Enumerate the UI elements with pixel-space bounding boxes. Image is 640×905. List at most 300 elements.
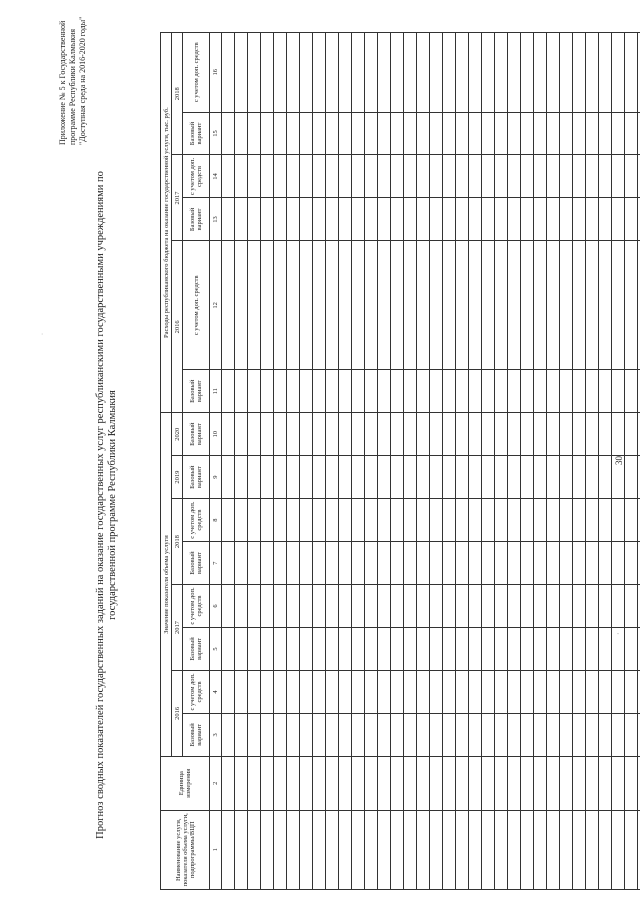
table-cell: [326, 33, 339, 113]
table-cell: [443, 155, 456, 198]
header-row-1: [161, 33, 172, 890]
table-cell: [469, 198, 482, 241]
table-cell: [560, 33, 573, 113]
table-cell: [404, 810, 417, 889]
column-number-cell: 1: [210, 810, 222, 889]
table-cell: [261, 155, 274, 198]
table-cell: [300, 670, 313, 713]
table-cell: [443, 370, 456, 413]
table-cell: [534, 241, 547, 370]
column-number-cell: 3: [210, 713, 222, 756]
table-cell: [456, 413, 469, 456]
table-cell: [521, 33, 534, 113]
table-cell: [417, 585, 430, 628]
table-cell: [547, 155, 560, 198]
table-cell: [586, 585, 599, 628]
table-cell: [586, 756, 599, 810]
table-cell: [547, 810, 560, 889]
table-cell: [222, 33, 235, 113]
table-cell: [469, 756, 482, 810]
table-cell: [482, 33, 495, 113]
table-cell: [391, 756, 404, 810]
table-cell: [508, 713, 521, 756]
table-cell: [534, 499, 547, 542]
table-cell: [521, 585, 534, 628]
table-cell: [508, 33, 521, 113]
table-cell: [287, 413, 300, 456]
table-cell: [404, 713, 417, 756]
table-cell: [612, 241, 625, 370]
table-cell: [326, 241, 339, 370]
table-cell: [313, 413, 326, 456]
table-cell: [495, 542, 508, 585]
table-cell: [599, 198, 612, 241]
table-cell: [443, 241, 456, 370]
table-cell: [521, 241, 534, 370]
table-cell: [430, 499, 443, 542]
column-number-cell: 4: [210, 670, 222, 713]
table-cell: [300, 155, 313, 198]
table-cell: [287, 155, 300, 198]
table-cell: [274, 542, 287, 585]
table-cell: [378, 713, 391, 756]
table-cell: [326, 456, 339, 499]
table-cell: [534, 542, 547, 585]
table-cell: [235, 756, 248, 810]
table-cell: [313, 456, 326, 499]
table-cell: [248, 370, 261, 413]
table-cell: [248, 155, 261, 198]
table-cell: [326, 756, 339, 810]
table-cell: [261, 670, 274, 713]
table-cell: [313, 198, 326, 241]
table-cell: [573, 585, 586, 628]
table-cell: [222, 499, 235, 542]
table-cell: [482, 155, 495, 198]
table-cell: [482, 756, 495, 810]
table-row: [456, 33, 469, 890]
table-cell: [235, 456, 248, 499]
table-cell: [404, 370, 417, 413]
sub-base-2017: Базовый вариант: [183, 628, 210, 671]
table-cell: [534, 670, 547, 713]
table-cell: [482, 628, 495, 671]
table-row: [586, 33, 599, 890]
table-cell: [443, 810, 456, 889]
table-cell: [495, 456, 508, 499]
table-cell: [573, 456, 586, 499]
table-row: [339, 33, 352, 890]
table-cell: [287, 810, 300, 889]
table-cell: [547, 33, 560, 113]
sub-base-2018: Базовый вариант: [183, 542, 210, 585]
table-cell: [339, 456, 352, 499]
table-cell: [495, 628, 508, 671]
table-cell: [274, 456, 287, 499]
table-cell: [599, 542, 612, 585]
table-cell: [599, 585, 612, 628]
table-cell: [222, 155, 235, 198]
table-cell: [417, 413, 430, 456]
table-cell: [495, 713, 508, 756]
table-cell: [599, 241, 612, 370]
table-cell: [222, 628, 235, 671]
table-cell: [300, 241, 313, 370]
table-cell: [586, 713, 599, 756]
table-cell: [300, 542, 313, 585]
table-cell: [482, 585, 495, 628]
table-cell: [469, 585, 482, 628]
table-cell: [625, 241, 638, 370]
table-cell: [404, 33, 417, 113]
table-cell: [508, 810, 521, 889]
table-cell: [378, 155, 391, 198]
table-row: [417, 33, 430, 890]
table-cell: [391, 670, 404, 713]
table-cell: [560, 756, 573, 810]
table-cell: [573, 198, 586, 241]
table-cell: [378, 585, 391, 628]
table-cell: [404, 542, 417, 585]
table-cell: [274, 33, 287, 113]
table-cell: [287, 713, 300, 756]
table-cell: [261, 198, 274, 241]
table-cell: [339, 756, 352, 810]
table-cell: [547, 670, 560, 713]
table-cell: [560, 810, 573, 889]
table-row: [521, 33, 534, 890]
appendix-note: [58, 0, 88, 145]
table-cell: [365, 198, 378, 241]
table-cell: [547, 112, 560, 155]
table-cell: [599, 112, 612, 155]
table-row: [508, 33, 521, 890]
table-cell: [313, 713, 326, 756]
table-cell: [599, 628, 612, 671]
table-cell: [326, 499, 339, 542]
table-cell: [456, 628, 469, 671]
table-row: [573, 33, 586, 890]
table-cell: [586, 628, 599, 671]
table-cell: [625, 155, 638, 198]
table-cell: [339, 33, 352, 113]
table-cell: [261, 628, 274, 671]
table-cell: [521, 112, 534, 155]
table-cell: [222, 370, 235, 413]
table-cell: [469, 542, 482, 585]
table-cell: [378, 198, 391, 241]
table-cell: [573, 33, 586, 113]
table-cell: [625, 713, 638, 756]
table-cell: [235, 670, 248, 713]
table-cell: [287, 585, 300, 628]
table-cell: [261, 585, 274, 628]
table-cell: [469, 155, 482, 198]
appendix-line-2: программе Республики Калмыкия: [68, 28, 77, 145]
table-cell: [495, 499, 508, 542]
table-cell: [495, 810, 508, 889]
table-cell: [339, 198, 352, 241]
table-cell: [352, 542, 365, 585]
table-cell: [534, 810, 547, 889]
table-cell: [300, 198, 313, 241]
table-cell: [352, 112, 365, 155]
table-cell: [443, 456, 456, 499]
table-cell: [573, 670, 586, 713]
table-cell: [560, 670, 573, 713]
table-cell: [521, 542, 534, 585]
table-cell: [430, 756, 443, 810]
table-row: [222, 33, 235, 890]
column-number-cell: 15: [210, 112, 222, 155]
table-cell: [443, 542, 456, 585]
table-cell: [430, 155, 443, 198]
table-cell: [599, 413, 612, 456]
table-cell: [326, 198, 339, 241]
table-cell: [313, 628, 326, 671]
table-cell: [378, 33, 391, 113]
table-cell: [235, 713, 248, 756]
table-cell: [586, 155, 599, 198]
table-cell: [612, 198, 625, 241]
column-number-cell: 11: [210, 370, 222, 413]
table-cell: [599, 33, 612, 113]
table-cell: [248, 413, 261, 456]
header-service-name: Наименование услуги, показателя объема услуги, подпрограммы/ВЦП: [161, 810, 210, 889]
table-cell: [534, 713, 547, 756]
table-cell: [612, 713, 625, 756]
table-row: [469, 33, 482, 890]
table-cell: [365, 499, 378, 542]
table-cell: [482, 713, 495, 756]
table-cell: [521, 413, 534, 456]
table-cell: [534, 198, 547, 241]
table-cell: [573, 155, 586, 198]
table-row: [365, 33, 378, 890]
sub-extra-2017: с учетом доп. средств: [183, 585, 210, 628]
scan-mark: ·: [40, 333, 46, 335]
table-cell: [391, 456, 404, 499]
table-cell: [430, 542, 443, 585]
table-cell: [534, 756, 547, 810]
table-cell: [521, 198, 534, 241]
table-cell: [339, 155, 352, 198]
table-cell: [248, 756, 261, 810]
table-cell: [586, 810, 599, 889]
table-cell: [365, 370, 378, 413]
table-cell: [495, 413, 508, 456]
table-cell: [469, 241, 482, 370]
table-cell: [378, 628, 391, 671]
sub-expense-base-2017: Базовый вариант: [183, 198, 210, 241]
margin-tick: ·: [614, 632, 623, 635]
table-cell: [417, 241, 430, 370]
table-cell: [326, 370, 339, 413]
table-cell: [456, 112, 469, 155]
table-cell: [326, 628, 339, 671]
table-cell: [625, 370, 638, 413]
table-cell: [326, 542, 339, 585]
table-cell: [313, 241, 326, 370]
table-cell: [300, 499, 313, 542]
table-cell: [404, 456, 417, 499]
column-number-cell: 5: [210, 628, 222, 671]
table-cell: [404, 628, 417, 671]
table-cell: [365, 670, 378, 713]
table-row: [599, 33, 612, 890]
table-cell: [508, 198, 521, 241]
table-cell: [495, 155, 508, 198]
table-cell: [521, 499, 534, 542]
table-cell: [417, 112, 430, 155]
table-cell: [313, 810, 326, 889]
table-row: [391, 33, 404, 890]
forecast-table: [160, 32, 640, 890]
table-cell: [417, 155, 430, 198]
table-cell: [352, 713, 365, 756]
table-cell: [404, 585, 417, 628]
table-cell: [248, 198, 261, 241]
header-year-2017: 2017: [172, 585, 183, 671]
table-cell: [365, 456, 378, 499]
table-cell: [300, 370, 313, 413]
table-cell: [547, 241, 560, 370]
table-cell: [222, 112, 235, 155]
table-cell: [586, 670, 599, 713]
table-cell: [430, 198, 443, 241]
table-cell: [625, 585, 638, 628]
column-number-cell: 9: [210, 456, 222, 499]
table-cell: [495, 112, 508, 155]
table-cell: [443, 670, 456, 713]
table-cell: [456, 198, 469, 241]
table-cell: [586, 542, 599, 585]
table-cell: [612, 585, 625, 628]
table-cell: [287, 628, 300, 671]
table-cell: [586, 33, 599, 113]
table-cell: [547, 628, 560, 671]
table-cell: [365, 112, 378, 155]
table-cell: [508, 756, 521, 810]
table-cell: [560, 713, 573, 756]
table-cell: [573, 756, 586, 810]
table-cell: [560, 112, 573, 155]
table-cell: [300, 713, 313, 756]
table-cell: [534, 413, 547, 456]
table-cell: [378, 112, 391, 155]
table-cell: [495, 241, 508, 370]
table-cell: [339, 628, 352, 671]
table-cell: [248, 112, 261, 155]
table-cell: [300, 413, 313, 456]
table-cell: [300, 810, 313, 889]
table-cell: [378, 456, 391, 499]
page-number: 30: [614, 456, 624, 465]
table-cell: [456, 499, 469, 542]
table-cell: [521, 670, 534, 713]
table-cell: [261, 456, 274, 499]
table-cell: [274, 810, 287, 889]
table-cell: [495, 198, 508, 241]
table-cell: [495, 756, 508, 810]
sub-expense-extra-2018: с учетом доп. средств: [183, 33, 210, 113]
table-cell: [352, 155, 365, 198]
table-cell: [430, 370, 443, 413]
table-cell: [222, 542, 235, 585]
table-cell: [326, 670, 339, 713]
table-cell: [404, 112, 417, 155]
table-cell: [365, 33, 378, 113]
header-unit: Единица измерения: [161, 756, 210, 810]
table-cell: [430, 585, 443, 628]
table-cell: [391, 155, 404, 198]
table-cell: [391, 628, 404, 671]
table-cell: [469, 499, 482, 542]
table-cell: [248, 456, 261, 499]
table-cell: [391, 713, 404, 756]
table-cell: [508, 241, 521, 370]
table-cell: [547, 713, 560, 756]
table-cell: [417, 810, 430, 889]
header-year-2016: 2016: [172, 670, 183, 756]
table-cell: [352, 628, 365, 671]
table-cell: [508, 112, 521, 155]
table-cell: [560, 542, 573, 585]
table-cell: [313, 585, 326, 628]
table-cell: [248, 670, 261, 713]
table-cell: [261, 413, 274, 456]
table-cell: [430, 628, 443, 671]
table-cell: [417, 33, 430, 113]
table-cell: [339, 713, 352, 756]
table-cell: [456, 585, 469, 628]
table-cell: [534, 33, 547, 113]
table-cell: [521, 756, 534, 810]
table-cell: [352, 370, 365, 413]
table-cell: [456, 33, 469, 113]
table-cell: [612, 499, 625, 542]
table-cell: [430, 456, 443, 499]
table-cell: [222, 456, 235, 499]
table-cell: [599, 756, 612, 810]
table-cell: [391, 499, 404, 542]
table-row: [430, 33, 443, 890]
table-cell: [287, 756, 300, 810]
table-cell: [430, 112, 443, 155]
table-cell: [573, 413, 586, 456]
table-cell: [521, 628, 534, 671]
table-cell: [625, 33, 638, 113]
table-row: [443, 33, 456, 890]
table-cell: [469, 670, 482, 713]
table-cell: [612, 33, 625, 113]
table-cell: [274, 413, 287, 456]
table-row: [287, 33, 300, 890]
table-cell: [599, 370, 612, 413]
table-cell: [261, 241, 274, 370]
table-cell: [625, 112, 638, 155]
appendix-line-1: Приложение № 5 к Государственной: [58, 20, 67, 145]
table-cell: [235, 198, 248, 241]
table-cell: [469, 628, 482, 671]
table-cell: [404, 413, 417, 456]
table-cell: [365, 756, 378, 810]
table-cell: [300, 756, 313, 810]
table-row: [352, 33, 365, 890]
table-cell: [586, 370, 599, 413]
table-cell: [573, 628, 586, 671]
table-cell: [352, 198, 365, 241]
